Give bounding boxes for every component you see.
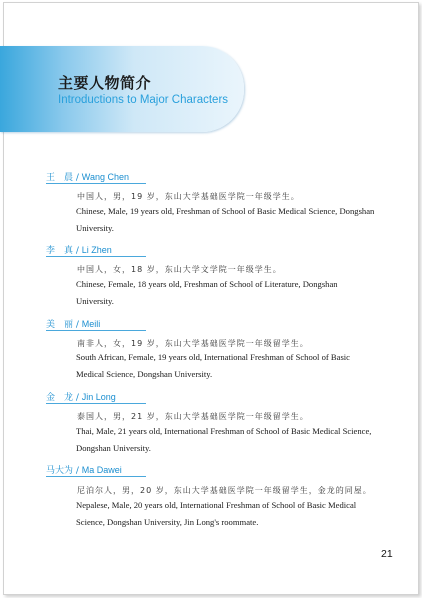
character-name: 美 丽 / Meili [46, 319, 101, 330]
character-desc-en: Nepalese, Male, 20 years old, International Freshman of School of Basic Medical Science, Dongshan University, Jin Long's roommate. [76, 500, 357, 527]
character-name: 马大为 / Ma Dawei [46, 465, 122, 476]
character-desc-zh: 中国人，女，18 岁，东山大学文学院一年级学生。 [77, 265, 282, 274]
character-desc-en: South African, Female, 19 years old, International Freshman of School of Basic Medical Science, Dongshan University. [76, 352, 350, 379]
character-name-en: Jin Long [81, 392, 116, 402]
page-number: 21 [381, 548, 393, 560]
character-desc-zh: 南非人，女，19 岁，东山大学基础医学院一年级留学生。 [77, 339, 309, 348]
name-underline [46, 330, 146, 331]
character-name-en: Li Zhen [81, 245, 112, 255]
character-desc-en: Chinese, Female, 18 years old, Freshman of School of Literature, Dongshan University. [76, 279, 338, 306]
character-desc-en: Thai, Male, 21 years old, International Freshman of School of Basic Medical Science, Dongshan University. [76, 426, 372, 453]
name-underline [46, 256, 146, 257]
character-name: 王 晨 / Wang Chen [46, 172, 129, 183]
character-name-en: Wang Chen [81, 172, 129, 182]
character-name: 李 真 / Li Zhen [46, 245, 112, 256]
character-desc-zh: 中国人，男，19 岁，东山大学基础医学院一年级学生。 [77, 192, 300, 201]
name-underline [46, 403, 146, 404]
character-name-zh: 王 晨 [46, 173, 74, 183]
name-underline [46, 476, 146, 477]
section-subtitle: Introductions to Major Characters [58, 94, 229, 106]
character-name-zh: 金 龙 [46, 393, 74, 403]
character-name-zh: 李 真 [46, 246, 74, 256]
character-name: 金 龙 / Jin Long [46, 392, 116, 403]
name-underline [46, 183, 146, 184]
character-desc-zh: 泰国人，男，21 岁，东山大学基础医学院一年级留学生。 [77, 412, 309, 421]
character-name-zh: 马大为 [46, 466, 74, 476]
character-name-en: Meili [81, 319, 101, 329]
section-title: 主要人物简介 [58, 74, 152, 92]
character-name-en: Ma Dawei [81, 465, 122, 475]
character-desc-en: Chinese, Male, 19 years old, Freshman of School of Basic Medical Science, Dongshan University. [76, 206, 375, 233]
character-name-zh: 美 丽 [46, 320, 74, 330]
character-desc-zh: 尼泊尔人，男，20 岁，东山大学基础医学院一年级留学生，金龙的同屋。 [77, 486, 372, 495]
